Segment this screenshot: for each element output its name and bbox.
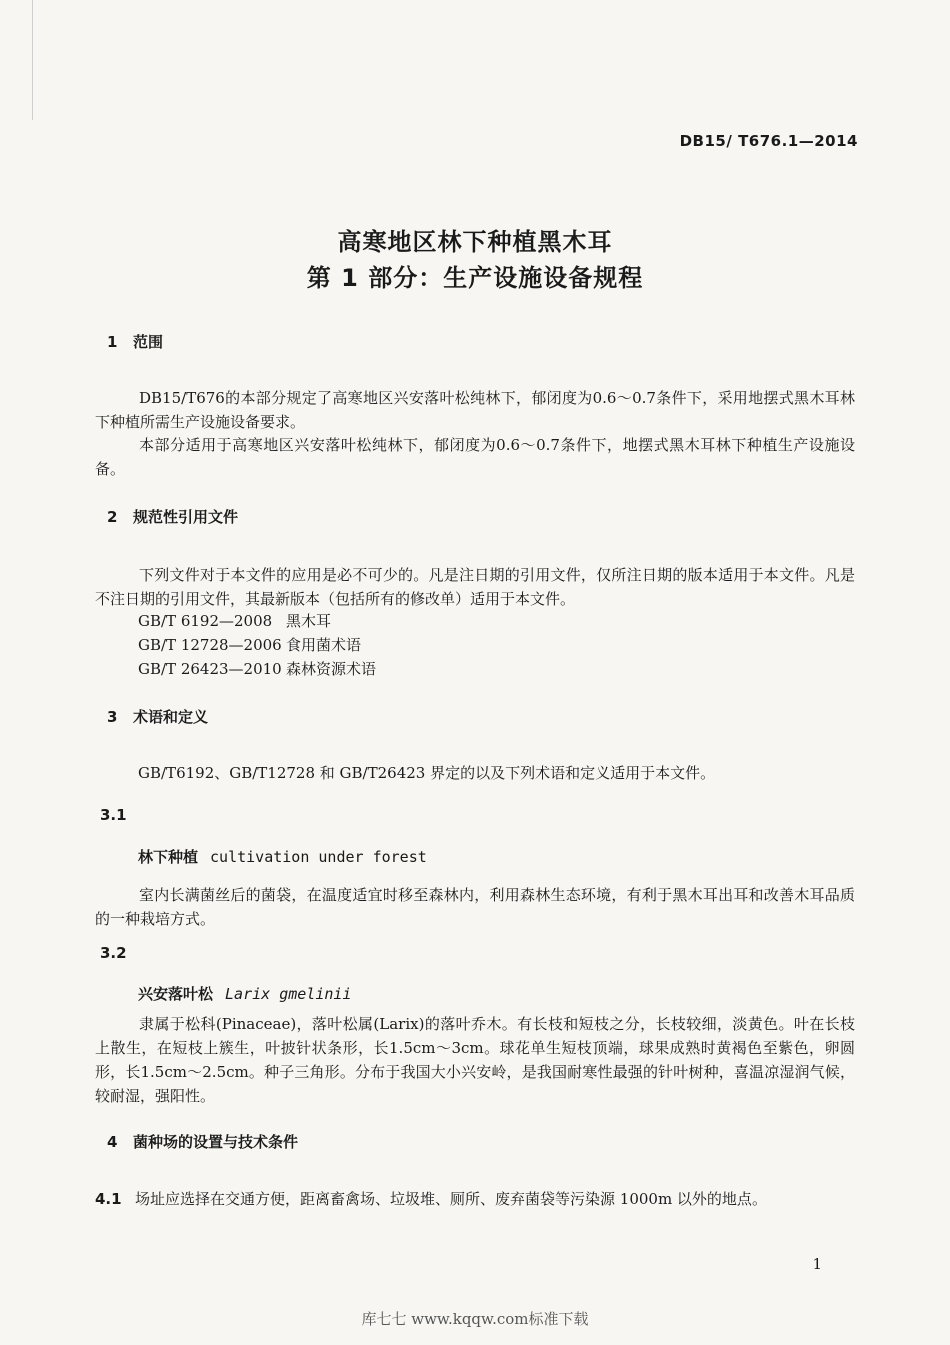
term-3-1-number: 3.1 — [100, 806, 127, 824]
page-number: 1 — [812, 1255, 822, 1273]
section-number: 4 — [107, 1133, 118, 1151]
footer-watermark: 库七七 www.kqqw.com标准下载 — [361, 1310, 589, 1328]
term-3-1-definition: 室内长满菌丝后的菌袋，在温度适宜时移至森林内，利用森林生态环境，有利于黑木耳出耳和改善木耳品质的一种栽培方式。 — [95, 886, 855, 928]
reference-name: 森林资源术语 — [286, 660, 377, 678]
term-3-1 — [138, 846, 427, 867]
clause-4-1 — [95, 1188, 767, 1209]
term-chinese: 林下种植 — [138, 848, 199, 866]
scan-edge-line — [32, 0, 33, 120]
clause-text: 场址应选择在交通方便，距离畜禽场、垃圾堆、厕所、废弃菌袋等污染源 1000m 以外的地点。 — [135, 1190, 767, 1208]
section-4-heading — [107, 1131, 298, 1152]
term-3-2-definition: 隶属于松科(Pinaceae)，落叶松属(Larix)的落叶乔木。有长枝和短枝之分，长枝较细，淡黄色。叶在长枝上散生，在短枝上簇生，叶披针状条形，长1.5cm～3cm。球花单生短枝顶端，球果成熟时黄褐色至紫色，卵圆形，长1.5cm～2.5cm。种子三角形。分布于我国大小兴安岭，是我国耐寒性最强的针叶树种，喜温凉湿润气候，较耐湿，强阳性。 — [95, 1015, 855, 1105]
section-1-paragraph-1: DB15/T676的本部分规定了高寒地区兴安落叶松纯林下，郁闭度为0.6～0.7条件下，采用地摆式黑木耳林下种植所需生产设施设备要求。 — [95, 389, 855, 431]
title-line-1: 高寒地区林下种植黑木耳 — [337, 228, 613, 256]
section-1-paragraph-2: 本部分适用于高寒地区兴安落叶松纯林下，郁闭度为0.6～0.7条件下，地摆式黑木耳林下种植生产设施设备。 — [95, 436, 855, 478]
section-number: 2 — [107, 508, 118, 526]
section-title: 范围 — [133, 333, 164, 351]
reference-code: GB/T 12728—2006 — [138, 636, 282, 654]
reference-item — [138, 658, 376, 679]
term-latin: Larix gmelinii — [225, 985, 352, 1003]
section-number: 3 — [107, 708, 118, 726]
term-3-2 — [138, 983, 351, 1004]
clause-number: 4.1 — [95, 1190, 122, 1208]
reference-name: 黑木耳 — [286, 612, 332, 630]
section-title: 菌种场的设置与技术条件 — [133, 1133, 299, 1151]
section-2-paragraph: 下列文件对于本文件的应用是必不可少的。凡是注日期的引用文件，仅所注日期的版本适用于本文件。凡是不注日期的引用文件，其最新版本（包括所有的修改单）适用于本文件。 — [95, 566, 855, 608]
section-title: 术语和定义 — [133, 708, 209, 726]
reference-item — [138, 634, 361, 655]
reference-name: 食用菌术语 — [286, 636, 362, 654]
section-3-paragraph: GB/T6192、GB/T12728 和 GB/T26423 界定的以及下列术语和定义适用于本文件。 — [138, 764, 716, 782]
reference-code: GB/T 26423—2010 — [138, 660, 282, 678]
standard-code: DB15/ T676.1—2014 — [679, 132, 858, 150]
section-2-heading — [107, 506, 238, 527]
title-line-2: 第 1 部分：生产设施设备规程 — [306, 264, 644, 292]
section-1-heading — [107, 331, 163, 352]
section-3-heading — [107, 706, 208, 727]
term-english: cultivation under forest — [210, 848, 427, 866]
reference-code: GB/T 6192—2008 — [138, 612, 273, 630]
section-title: 规范性引用文件 — [133, 508, 239, 526]
term-chinese: 兴安落叶松 — [138, 985, 214, 1003]
term-3-2-number: 3.2 — [100, 944, 127, 962]
section-number: 1 — [107, 333, 118, 351]
reference-item — [138, 610, 331, 631]
